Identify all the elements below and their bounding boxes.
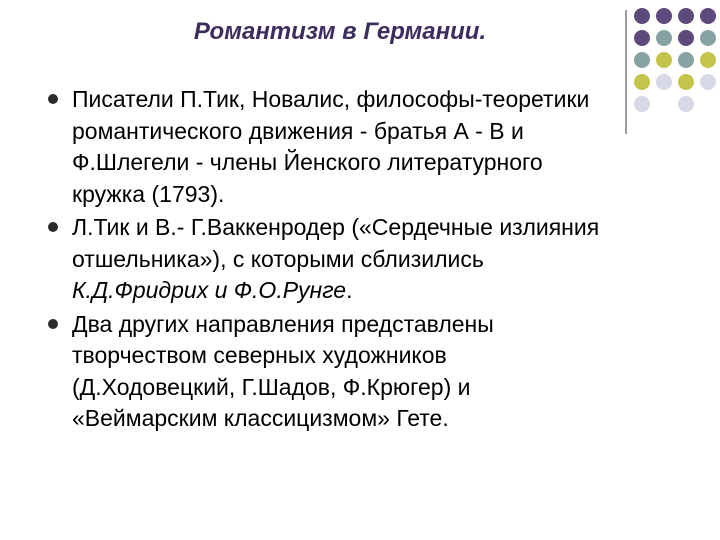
- bullet-list: [44, 84, 614, 435]
- slide-title: Романтизм в Германии.: [193, 18, 487, 45]
- decorative-dot: [656, 52, 672, 68]
- decorative-dot: [634, 74, 650, 90]
- decorative-dot: [700, 8, 716, 24]
- decorative-dot: [700, 96, 716, 112]
- decorative-dot: [656, 74, 672, 90]
- decorative-dot: [634, 96, 650, 112]
- decorative-dot: [634, 30, 650, 46]
- bullet-text: Писатели П.Тик, Новалис, философы-теоретики романтического движения - братья А - В и Ф.Шлегели - члены Йенского литературного кружка (1793).: [72, 86, 590, 207]
- decorative-dot: [656, 8, 672, 24]
- decorative-dot: [678, 52, 694, 68]
- decorative-dot: [678, 74, 694, 90]
- decorative-dot: [700, 74, 716, 90]
- bullet-text-end: .: [346, 277, 353, 303]
- bullet-text-italic: К.Д.Фридрих и Ф.О.Рунге: [72, 277, 347, 303]
- decorative-dot-grid: [634, 8, 716, 112]
- decorative-dot: [634, 52, 650, 68]
- bullet-dot-icon: [48, 319, 58, 329]
- decorative-dot: [700, 52, 716, 68]
- bullet-dot-icon: [48, 94, 58, 104]
- bullet-dot-icon: [48, 222, 58, 232]
- decorative-dot: [656, 30, 672, 46]
- decorative-dot: [700, 30, 716, 46]
- bullet-item: [44, 309, 614, 435]
- bullet-item: [44, 84, 614, 210]
- bullet-text-plain: Л.Тик и В.- Г.Ваккенродер («Сердечные излияния отшельника»), с которыми сблизились: [72, 214, 600, 272]
- bullet-text: [72, 212, 614, 307]
- decorative-dot: [678, 8, 694, 24]
- bullet-item: [44, 212, 614, 307]
- decorative-dot: [656, 96, 672, 112]
- decorative-dot: [678, 30, 694, 46]
- bullet-text: Два других направления представлены творчеством северных художников (Д.Ходовецкий, Г.Шадов, Ф.Крюгер) и «Веймарским классицизмом» Гете.: [72, 310, 494, 431]
- divider-line: [625, 10, 627, 134]
- decorative-dot: [678, 96, 694, 112]
- decorative-dot: [634, 8, 650, 24]
